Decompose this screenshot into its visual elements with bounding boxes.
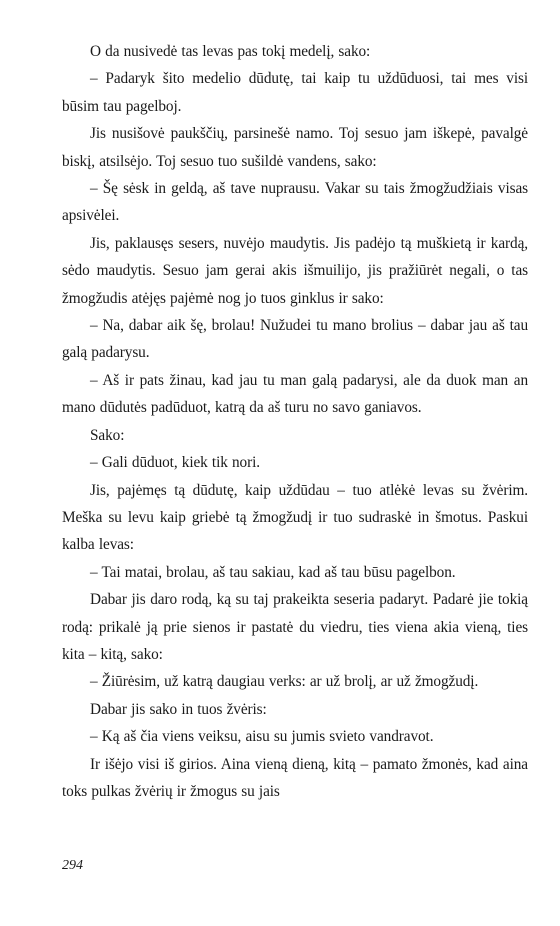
paragraph: Jis, pajėmęs tą dūdutę, kaip uždūdau – tuo atlėkė levas su žvėrim. Meška su levu kaip griebė tą žmogžudį ir tuo sudraskė in šmotus. Paskui kalba levas:: [62, 481, 528, 554]
paragraph: – Tai matai, brolau, aš tau sakiau, kad aš tau būsu pagelbon.: [90, 563, 456, 581]
paragraph: O da nusivedė tas levas pas tokį medelį, sako:: [90, 43, 371, 60]
paragraph: – Žiūrėsim, už katrą daugiau verks: ar už brolį, ar už žmogžudį.: [90, 673, 479, 691]
page-number: 294: [62, 858, 83, 873]
paragraph: Dabar jis sako in tuos žvėris:: [90, 700, 267, 718]
paragraph: – Na, dabar aik šę, brolau! Nužudei tu mano brolius – dabar jau aš tau galą padarysu.: [62, 317, 528, 362]
paragraph: Jis, paklausęs sesers, nuvėjo maudytis. Jis padėjo tą muškietą ir kardą, sėdo maudytis. Sesuo jam gerai akis išmuilijo, jis pražiūrėt negali, o tas žmogžudis atėjęs pajėmė nog jo tuos ginklus ir sako:: [62, 234, 528, 307]
paragraph: – Gali dūduot, kiek tik nori.: [90, 454, 260, 472]
paragraph: Dabar jis daro rodą, ką su taj prakeikta seseria padaryt. Padarė jie tokią rodą: prikalė ją prie sienos ir pastatė du viedru, ties viena akia vieną, ties kita – kitą, sako:: [62, 591, 528, 663]
paragraph: Sako:: [90, 426, 125, 444]
paragraph: – Ką aš čia viens veiksu, aisu su jumis svieto vandravot.: [90, 728, 434, 746]
paragraph: – Šę sėsk in geldą, aš tave nuprausu. Vakar su tais žmogžudžiais visas apsivėlei.: [62, 180, 528, 225]
paragraph: Jis nusišovė paukščių, parsinešė namo. Toj sesuo jam iškepė, pavalgė biskį, atsilsėjo. Toj sesuo tuo sušildė vandens, sako:: [62, 125, 528, 170]
page-text: [62, 38, 528, 805]
paragraph: – Aš ir pats žinau, kad jau tu man galą padarysi, ale da duok man an mano dūdutės padūduot, katrą da aš turu no savo ganiavos.: [62, 371, 528, 417]
paragraph: – Padaryk šito medelio dūdutę, tai kaip tu uždūduosi, tai mes visi būsim tau pagelboj.: [62, 70, 528, 115]
paragraph: Ir išėjo visi iš girios. Aina vieną dieną, kitą – pamato žmonės, kad aina toks pulkas žvėrių ir žmogus su jais: [62, 755, 528, 800]
